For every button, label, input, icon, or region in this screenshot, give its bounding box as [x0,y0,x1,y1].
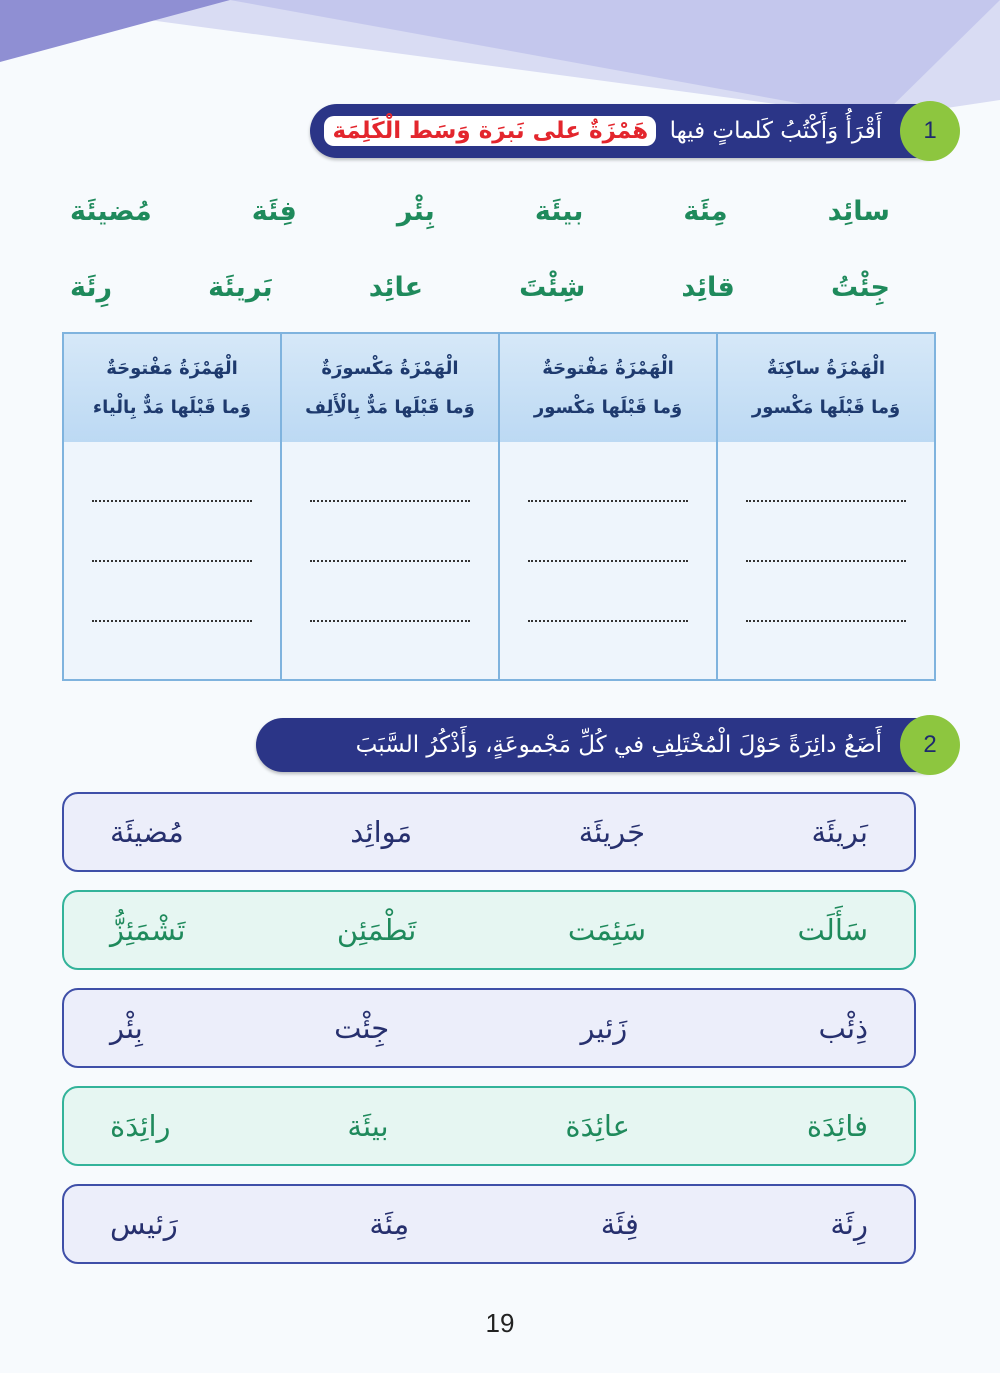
answer-line[interactable] [92,619,252,622]
group-word[interactable]: مَوائِد [350,815,413,849]
answer-line[interactable] [310,559,470,562]
word-group-2 [62,890,916,970]
exercise-1-highlight: هَمْزَةٌ على نَبرَة وَسَط الْكَلِمَة [324,116,656,146]
table-column [280,334,498,679]
word-item: مِئَة [683,196,728,227]
answer-line[interactable] [746,619,906,622]
group-word[interactable]: عائِدَة [565,1109,630,1143]
table-column [716,334,934,679]
group-word[interactable]: جَريئَة [578,815,646,849]
column-header: الْهَمْزَةُ مَفْتوحَةٌ وَما قَبْلَها مَكْسور [500,334,716,442]
group-word[interactable]: فائِدَة [806,1109,868,1143]
answer-line[interactable] [310,499,470,502]
answer-line[interactable] [528,559,688,562]
group-word[interactable]: مُضيئَة [110,815,184,849]
group-word[interactable]: فِئَة [600,1207,639,1241]
exercise-1-header [310,104,937,158]
group-word[interactable]: بَريئَة [811,815,868,849]
answer-line[interactable] [92,559,252,562]
classification-table [62,332,936,681]
answer-line[interactable] [310,619,470,622]
word-item: بَريئَة [208,272,273,303]
word-group-3 [62,988,916,1068]
group-word[interactable]: بيئَة [347,1109,389,1143]
answer-line[interactable] [528,619,688,622]
word-bank-row-1 [70,196,890,227]
group-word[interactable]: رائِدَة [110,1109,171,1143]
word-item: قائِد [681,272,735,303]
column-header: الْهَمْزَةُ مَفْتوحَةٌ وَما قَبْلَها مَدٌّ بِالْياء [64,334,280,442]
group-word[interactable]: تَطْمَئِن [336,913,417,947]
group-word[interactable]: سَأَلَت [797,913,868,947]
word-item: فِئَة [251,196,297,227]
group-word[interactable]: جِئْت [334,1011,390,1045]
word-item: مُضيئَة [70,196,152,227]
word-item: شِئْتَ [519,272,586,303]
exercise-2-instruction: أَضَعُ دائِرَةً حَوْلَ الْمُخْتَلِفِ في كُلِّ مَجْموعَةٍ، وَأَذْكُرُ السَّبَبَ [355,732,882,758]
group-word[interactable]: زَئير [580,1011,628,1045]
exercise-1-instruction: أَقْرَأُ وَأَكْتُبُ كَلماتٍ فيها هَمْزَةٌ على نَبرَة وَسَط الْكَلِمَة [324,116,930,146]
group-word[interactable]: مِئَة [369,1207,410,1241]
word-item: سائِد [827,196,890,227]
word-group-5 [62,1184,916,1264]
table-column [64,334,280,679]
group-word[interactable]: بِئْر [110,1011,143,1045]
word-item: بيئَة [534,196,584,227]
word-item: بِئْر [396,196,435,227]
word-bank-row-2 [70,272,890,303]
word-item: جِئْتُ [830,272,890,303]
word-group-4 [62,1086,916,1166]
table-column [498,334,716,679]
answer-line[interactable] [92,499,252,502]
column-header: الْهَمْزَةُ مَكْسورَةٌ وَما قَبْلَها مَدٌّ بِالْأَلِف [282,334,498,442]
word-item: رِئَة [70,272,113,303]
page-number: 19 [485,1308,515,1338]
group-word[interactable]: تَشْمَئِزُّ [110,913,186,947]
exercise-2-number: 2 [900,715,960,775]
answer-line[interactable] [528,499,688,502]
group-word[interactable]: رَئيس [110,1207,178,1241]
group-word[interactable]: سَئِمَت [567,913,647,947]
group-word[interactable]: ذِئْب [818,1011,868,1045]
exercise-1-number: 1 [900,101,960,161]
answer-line[interactable] [746,499,906,502]
word-item: عائِد [368,272,424,303]
page-corner-decoration [0,0,1000,120]
exercise-2-header [256,718,937,772]
word-group-1 [62,792,916,872]
column-header: الْهَمْزَةُ ساكِنَةٌ وَما قَبْلَها مَكْسور [718,334,934,442]
answer-line[interactable] [746,559,906,562]
group-word[interactable]: رِئَة [830,1207,868,1241]
